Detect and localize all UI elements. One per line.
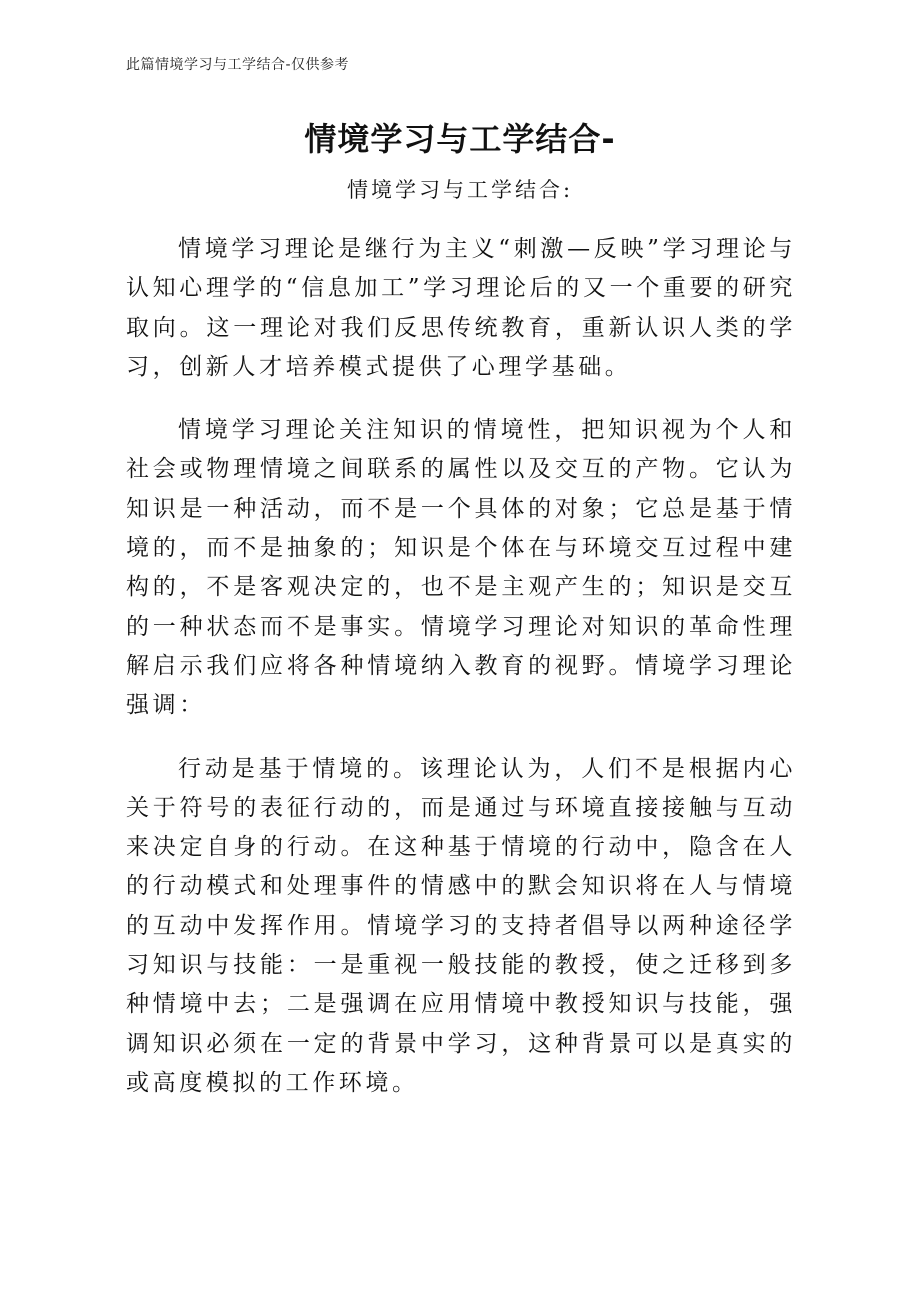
header-note: 此篇情境学习与工学结合-仅供参考 bbox=[126, 57, 350, 73]
paragraph-1: 情境学习理论是继行为主义“刺激—反映”学习理论与认知心理学的“信息加工”学习理论后的又一个重要的研究取向。这一理论对我们反思传统教育，重新认识人类的学习，创新人才培养模式提供了心理学基础。 bbox=[126, 236, 796, 380]
paragraph-2: 情境学习理论关注知识的情境性，把知识视为个人和社会或物理情境之间联系的属性以及交互的产物。它认为知识是一种活动，而不是一个具体的对象；它总是基于情境的，而不是抽象的；知识是个体在与环境交互过程中建构的，不是客观决定的，也不是主观产生的；知识是交互的一种状态而不是事实。情境学习理论对知识的革命性理解启示我们应将各种情境纳入教育的视野。情境学习理论强调： bbox=[126, 417, 796, 719]
document-title: 情境学习与工学结合- bbox=[304, 120, 616, 158]
paragraph-3: 行动是基于情境的。该理论认为，人们不是根据内心关于符号的表征行动的，而是通过与环境直接接触与互动来决定自身的行动。在这种基于情境的行动中，隐含在人的行动模式和处理事件的情感中的默会知识将在人与情境的互动中发挥作用。情境学习的支持者倡导以两种途径学习知识与技能：一是重视一般技能的教授，使之迁移到多种情境中去；二是强调在应用情境中教授知识与技能，强调知识必须在一定的背景中学习，这种背景可以是真实的或高度模拟的工作环境。 bbox=[126, 755, 796, 1096]
document-subtitle: 情境学习与工学结合: bbox=[346, 178, 574, 202]
document-body bbox=[126, 230, 796, 1127]
